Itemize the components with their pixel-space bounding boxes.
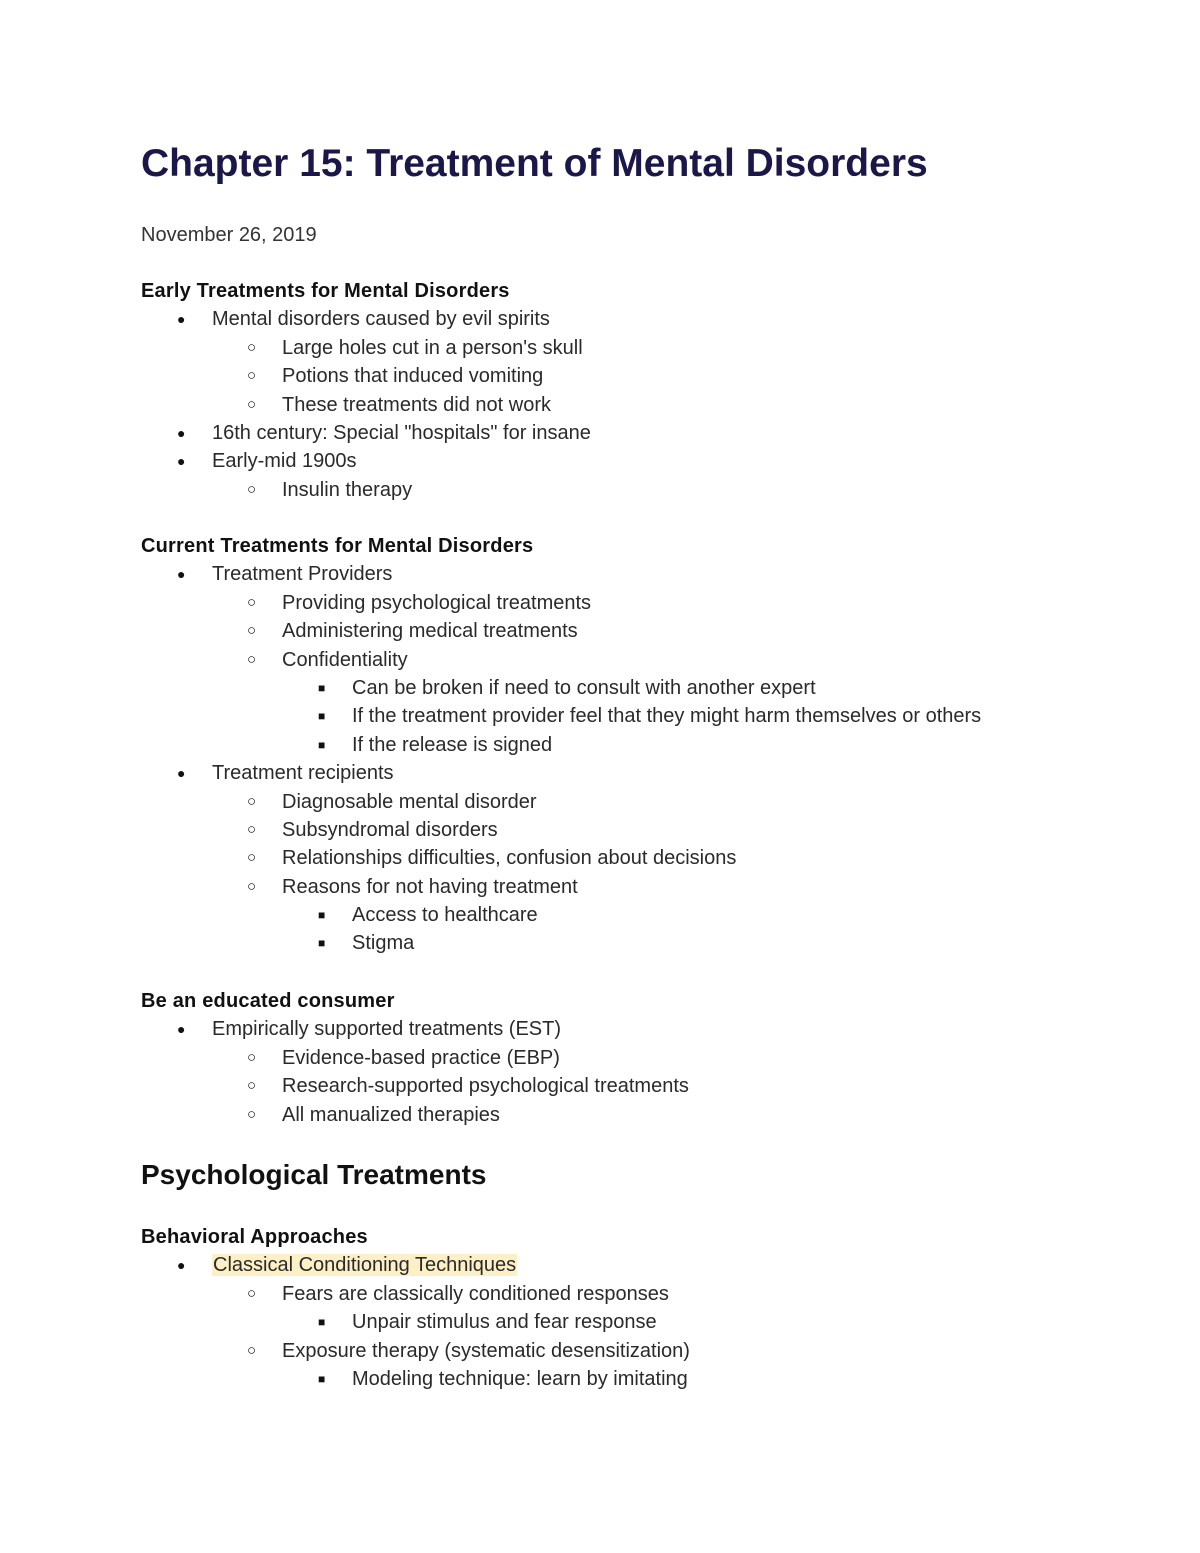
list-item-text: Potions that induced vomiting <box>282 365 544 388</box>
list-item <box>141 305 591 419</box>
list-item-text: Reasons for not having treatment <box>282 875 578 898</box>
circle-bullet-icon: ○ <box>247 367 257 385</box>
circle-bullet-icon: ○ <box>247 1105 257 1123</box>
circle-bullet-icon: ○ <box>247 792 257 810</box>
list-item <box>141 362 591 390</box>
list-item <box>141 560 981 759</box>
list-item <box>141 447 591 504</box>
disc-bullet-icon: ● <box>177 566 186 583</box>
disc-bullet-icon: ● <box>177 424 186 441</box>
list-item <box>141 844 981 872</box>
bullet-list <box>141 1015 689 1129</box>
list-item-text: Exposure therapy (systematic desensitization) <box>282 1339 690 1362</box>
list-item-text: Diagnosable mental disorder <box>282 790 537 813</box>
list-item-text: Access to healthcare <box>352 904 538 927</box>
circle-bullet-icon: ○ <box>247 877 257 895</box>
circle-bullet-icon: ○ <box>247 1077 257 1095</box>
bullet-list <box>141 560 981 957</box>
list-item <box>141 1101 689 1129</box>
circle-bullet-icon: ○ <box>247 395 257 413</box>
list-item-text: Stigma <box>352 932 415 955</box>
list-item <box>141 1308 690 1336</box>
square-bullet-icon: ■ <box>318 680 326 695</box>
list-item-text: Relationships difficulties, confusion about decisions <box>282 847 737 870</box>
circle-bullet-icon: ○ <box>247 650 257 668</box>
section-heading: Be an educated consumer <box>141 990 395 1012</box>
list-item <box>141 1365 690 1393</box>
list-item <box>141 1251 690 1393</box>
square-bullet-icon: ■ <box>318 737 326 752</box>
list-item-text: Mental disorders caused by evil spirits <box>212 308 550 331</box>
list-item-text: Empirically supported treatments (EST) <box>212 1018 562 1041</box>
list-item <box>141 731 981 759</box>
circle-bullet-icon: ○ <box>247 1284 257 1302</box>
disc-bullet-icon: ● <box>177 1021 186 1038</box>
list-item-text: Insulin therapy <box>282 478 413 501</box>
list-item <box>141 1015 689 1129</box>
list-item-text: Subsyndromal disorders <box>282 818 498 841</box>
list-item-text: 16th century: Special "hospitals" for insane <box>212 421 591 444</box>
list-item-text: Evidence-based practice (EBP) <box>282 1046 560 1069</box>
list-item <box>141 391 591 419</box>
list-item-text: If the treatment provider feel that they might harm themselves or others <box>352 705 982 728</box>
circle-bullet-icon: ○ <box>247 622 257 640</box>
list-item-text: Treatment recipients <box>212 762 394 785</box>
list-item-text: Can be broken if need to consult with another expert <box>352 676 816 699</box>
list-item <box>141 788 981 816</box>
section-early-treatments <box>141 277 591 504</box>
disc-bullet-icon: ● <box>177 311 186 328</box>
disc-bullet-icon: ● <box>177 765 186 782</box>
square-bullet-icon: ■ <box>318 1371 326 1386</box>
list-item <box>141 674 981 702</box>
circle-bullet-icon: ○ <box>247 338 257 356</box>
list-item <box>141 419 591 447</box>
square-bullet-icon: ■ <box>318 908 326 923</box>
disc-bullet-icon: ● <box>177 453 186 470</box>
square-bullet-icon: ■ <box>318 709 326 724</box>
section-current-treatments <box>141 532 981 958</box>
list-item-text: Modeling technique: learn by imitating <box>352 1367 688 1390</box>
section-title-psychological-treatments: Psychological Treatments <box>141 1159 487 1190</box>
square-bullet-icon: ■ <box>318 936 326 951</box>
list-item-text: Fears are classically conditioned responses <box>282 1282 669 1305</box>
list-item <box>141 1337 690 1394</box>
document-date: November 26, 2019 <box>141 224 317 246</box>
list-item <box>141 816 981 844</box>
list-item <box>141 873 981 958</box>
list-item <box>141 334 591 362</box>
circle-bullet-icon: ○ <box>247 480 257 498</box>
list-item-text: Research-supported psychological treatments <box>282 1075 689 1098</box>
section-educated-consumer <box>141 987 689 1129</box>
bullet-list <box>141 1251 690 1393</box>
disc-bullet-icon: ● <box>177 1257 186 1274</box>
list-item <box>141 589 981 617</box>
list-item-text: Treatment Providers <box>212 563 393 586</box>
list-item-text: These treatments did not work <box>282 393 552 416</box>
list-item-text: Unpair stimulus and fear response <box>352 1311 657 1334</box>
highlighted-text: Classical Conditioning Techniques <box>213 1254 517 1277</box>
list-item-text: Early-mid 1900s <box>212 450 357 473</box>
section-heading: Early Treatments for Mental Disorders <box>141 280 510 302</box>
list-item-text: If the release is signed <box>352 733 553 756</box>
list-item-text: Large holes cut in a person's skull <box>282 336 583 359</box>
list-item <box>141 1280 690 1337</box>
page-title: Chapter 15: Treatment of Mental Disorders <box>141 142 928 185</box>
circle-bullet-icon: ○ <box>247 820 257 838</box>
list-item-text: All manualized therapies <box>282 1103 500 1126</box>
list-item <box>141 646 981 760</box>
list-item <box>141 929 981 957</box>
list-item <box>141 759 981 958</box>
list-item <box>141 702 981 730</box>
list-item <box>141 617 981 645</box>
section-heading: Behavioral Approaches <box>141 1226 368 1248</box>
square-bullet-icon: ■ <box>318 1315 326 1330</box>
list-item <box>141 1072 689 1100</box>
section-heading: Current Treatments for Mental Disorders <box>141 535 534 557</box>
list-item-text: Providing psychological treatments <box>282 591 592 614</box>
list-item-text: Confidentiality <box>282 648 408 671</box>
bullet-list <box>141 305 591 504</box>
list-item-text: Administering medical treatments <box>282 620 578 643</box>
list-item <box>141 476 591 504</box>
circle-bullet-icon: ○ <box>247 1048 257 1066</box>
circle-bullet-icon: ○ <box>247 593 257 611</box>
section-behavioral-approaches <box>141 1223 690 1393</box>
list-item <box>141 901 981 929</box>
circle-bullet-icon: ○ <box>247 849 257 867</box>
circle-bullet-icon: ○ <box>247 1341 257 1359</box>
list-item <box>141 1044 689 1072</box>
